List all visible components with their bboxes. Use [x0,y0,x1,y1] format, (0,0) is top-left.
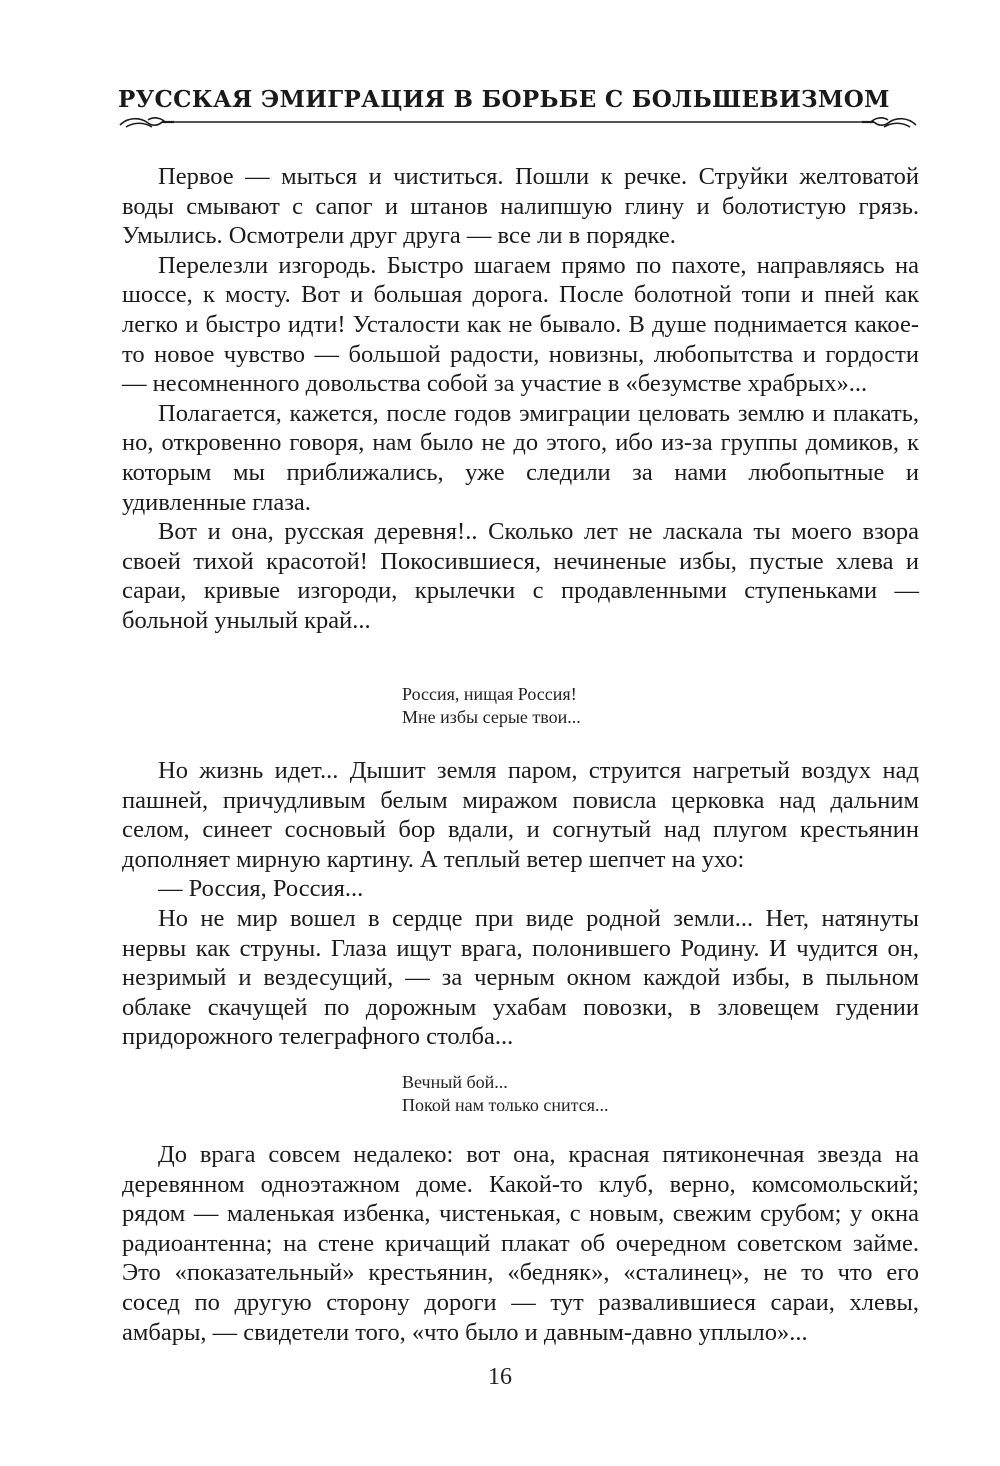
verse-line: Россия, нищая Россия! [402,684,577,704]
paragraph: Вот и она, русская деревня!.. Сколько лет не ласкала ты моего взора своей тихой красотой! Покосившиеся, нечиненые избы, пустые хлева и сараи, кривые изгороди, крылечки с продавленными ступеньками — больной унылый край... [122,518,919,634]
text-block-1 [122,162,919,636]
paragraph: Полагается, кажется, после годов эмиграции целовать землю и плакать, но, откровенно говоря, нам было не до этого, ибо из-за группы домиков, к которым мы приближались, уже следили за нами любопытные и удивленные глаза. [122,399,919,516]
ornamental-rule [118,116,918,130]
page-number: 16 [488,1364,512,1390]
paragraph: До врага совсем недалеко: вот она, красная пятиконечная звезда на деревянном одноэтажном доме. Какой-то клуб, верно, комсомольский; рядом — маленькая избенка, чистенькая, с новым, свежим срубом; у окна радиоантенна; на стене кричащий плакат об очередном советском займе. Это «показательный» крестьянин, «бедняк», «сталинец», не то что его сосед по другую сторону дороги — тут развалившиеся сараи, хлевы, амбары, — свидетели того, «что было и давным-давно уплыло»... [122,1141,919,1346]
paragraph: Но жизнь идет... Дышит земля паром, струится нагретый воздух над пашней, причудливым белым миражом повисла церковка над дальним селом, синеет сосновый бор вдали, и согнутый над плугом крестьянин дополняет мирную картину. А теплый ветер шепчет на ухо: [122,757,919,873]
text-block-2 [122,756,919,1052]
verse-quote-2 [402,1071,762,1117]
right-flourish-ornament [862,118,916,127]
paragraph: Первое — мыться и чиститься. Пошли к речке. Струйки желтоватой воды смывают с сапог и штанов налипшую глину и болотистую грязь. Умылись. Осмотрели друг друга — все ли в порядке. [122,163,919,250]
verse-line: Мне избы серые твои... [402,707,581,727]
verse-quote-1 [402,683,762,729]
left-flourish-ornament [120,118,174,127]
paragraph: Перелезли изгородь. Быстро шагаем прямо по пахоте, направляясь на шоссе, к мосту. Вот и большая дорога. После болотной топи и пней как легко и быстро идти! Усталости как не бывало. В душе поднимается какое-то новое чувство — большой радости, новизны, любопытства и гордости — несомненного довольства собой за участие в «безумстве храбрых»... [122,251,919,398]
paragraph: — Россия, Россия... [158,875,364,903]
text-block-3 [122,1140,919,1347]
running-header [118,84,918,134]
paragraph: Но не мир вошел в сердце при виде родной земли... Нет, натянуты нервы как струны. Глаза ищут врага, полонившего Родину. И чудится он, незримый и вездесущий, — за черным окном каждой избы, в пыльном облаке скачущей по дорожным ухабам повозки, в зловещем гудении придорожного телеграфного столба... [122,904,919,1051]
verse-line: Покой нам только снится... [402,1095,609,1115]
verse-line: Вечный бой... [402,1072,508,1092]
running-header-title: РУССКАЯ ЭМИГРАЦИЯ В БОРЬБЕ С БОЛЬШЕВИЗМОМ [118,86,890,113]
